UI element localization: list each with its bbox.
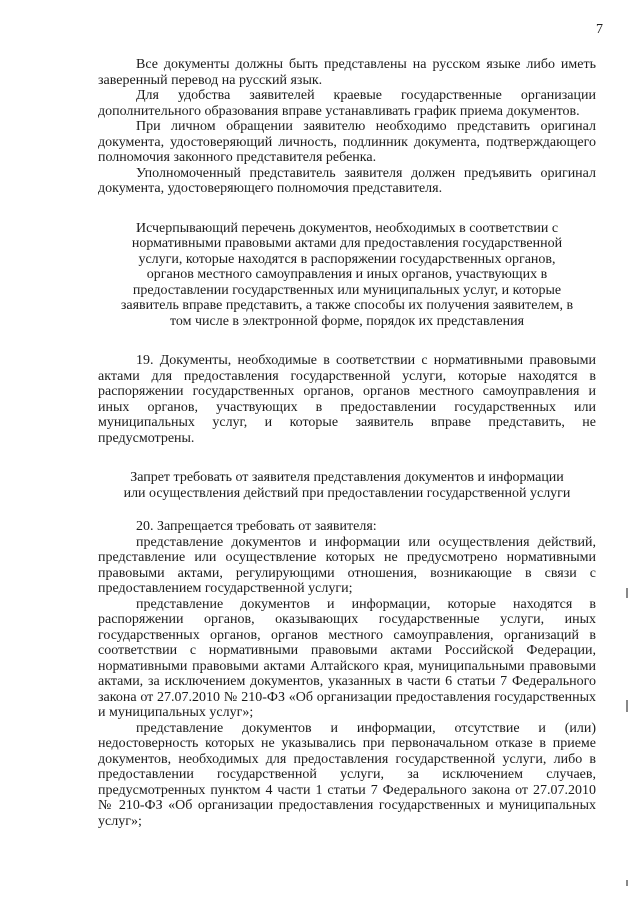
paragraph-personal-visit: При личном обращении заявителю необходимо представить оригинал документа, удостоверяющий личность, подлинник документа, подтверждающего полномочия законного представителя ребенка. xyxy=(98,119,596,165)
section-heading-documents-list: Исчерпывающий перечень документов, необходимых в соответствии с нормативными правовыми актами для предоставления государственной услуги, которые находятся в распоряжении государственных органов, органов местного самоуправления и иных органов, участвующих в предоставлении государственных или муниципальных услуг, и которые заявитель вправе представить, а также способы их получения заявителем, в том числе в электронной форме, порядок их представления xyxy=(120,220,574,329)
paragraph-20-intro: 20. Запрещается требовать от заявителя: xyxy=(136,519,377,534)
paragraph-20-item-2: представление документов и информации, которые находятся в распоряжении органов, оказывающих государственные услуги, иных государственных органов, органов местного самоуправления, организаций в соответствии с нормативными правовыми актами Российской Федерации, нормативными правовыми актами Алтайского края, муниципальными правовыми актами, за исключением документов, указанных в части 6 статьи 7 Федерального закона от 27.07.2010 № 210-ФЗ «Об организации предоставления государственных и муниципальных услуг»; xyxy=(98,596,596,720)
document-body xyxy=(98,57,596,829)
paragraph-19: 19. Документы, необходимые в соответствии с нормативными правовыми актами для предоставления государственной услуги, которые находятся в распоряжении государственных органов, органов местного самоуправления и иных органов, участвующих в предоставлении государственных или муниципальных услуг, и которые заявитель вправе представить, не предусмотрены. xyxy=(98,353,596,446)
paragraph-language: Все документы должны быть представлены на русском языке либо иметь заверенный перевод на русский язык. xyxy=(98,57,596,88)
page-number: 7 xyxy=(596,22,603,37)
section-heading-prohibition: Запрет требовать от заявителя представления документов и информации или осуществления действий при предоставлении государственной услуги xyxy=(123,470,571,501)
paragraph-20-item-3: представление документов и информации, отсутствие и (или) недостоверность которых не указывались при первоначальном отказе в приеме документов, необходимых для предоставления государственной услуги, либо в предоставлении государственной услуги, за исключением случаев, предусмотренных пунктом 4 части 1 статьи 7 Федерального закона от 27.07.2010 № 210-ФЗ «Об организации предоставления государственных и муниципальных услуг»; xyxy=(98,720,596,829)
paragraph-schedule: Для удобства заявителей краевые государственные организации дополнительного образования вправе устанавливать график приема документов. xyxy=(98,88,596,119)
scan-mark xyxy=(626,588,628,598)
scan-mark xyxy=(626,880,628,886)
scan-mark xyxy=(626,700,628,712)
paragraph-representative: Уполномоченный представитель заявителя должен предъявить оригинал документа, удостоверяющего полномочия представителя. xyxy=(98,165,596,196)
paragraph-20-item-1: представление документов и информации или осуществления действий, представление или осуществление которых не предусмотрено нормативными правовыми актами, регулирующими отношения, возникающие в связи с предоставлением государственной услуги; xyxy=(98,534,596,596)
